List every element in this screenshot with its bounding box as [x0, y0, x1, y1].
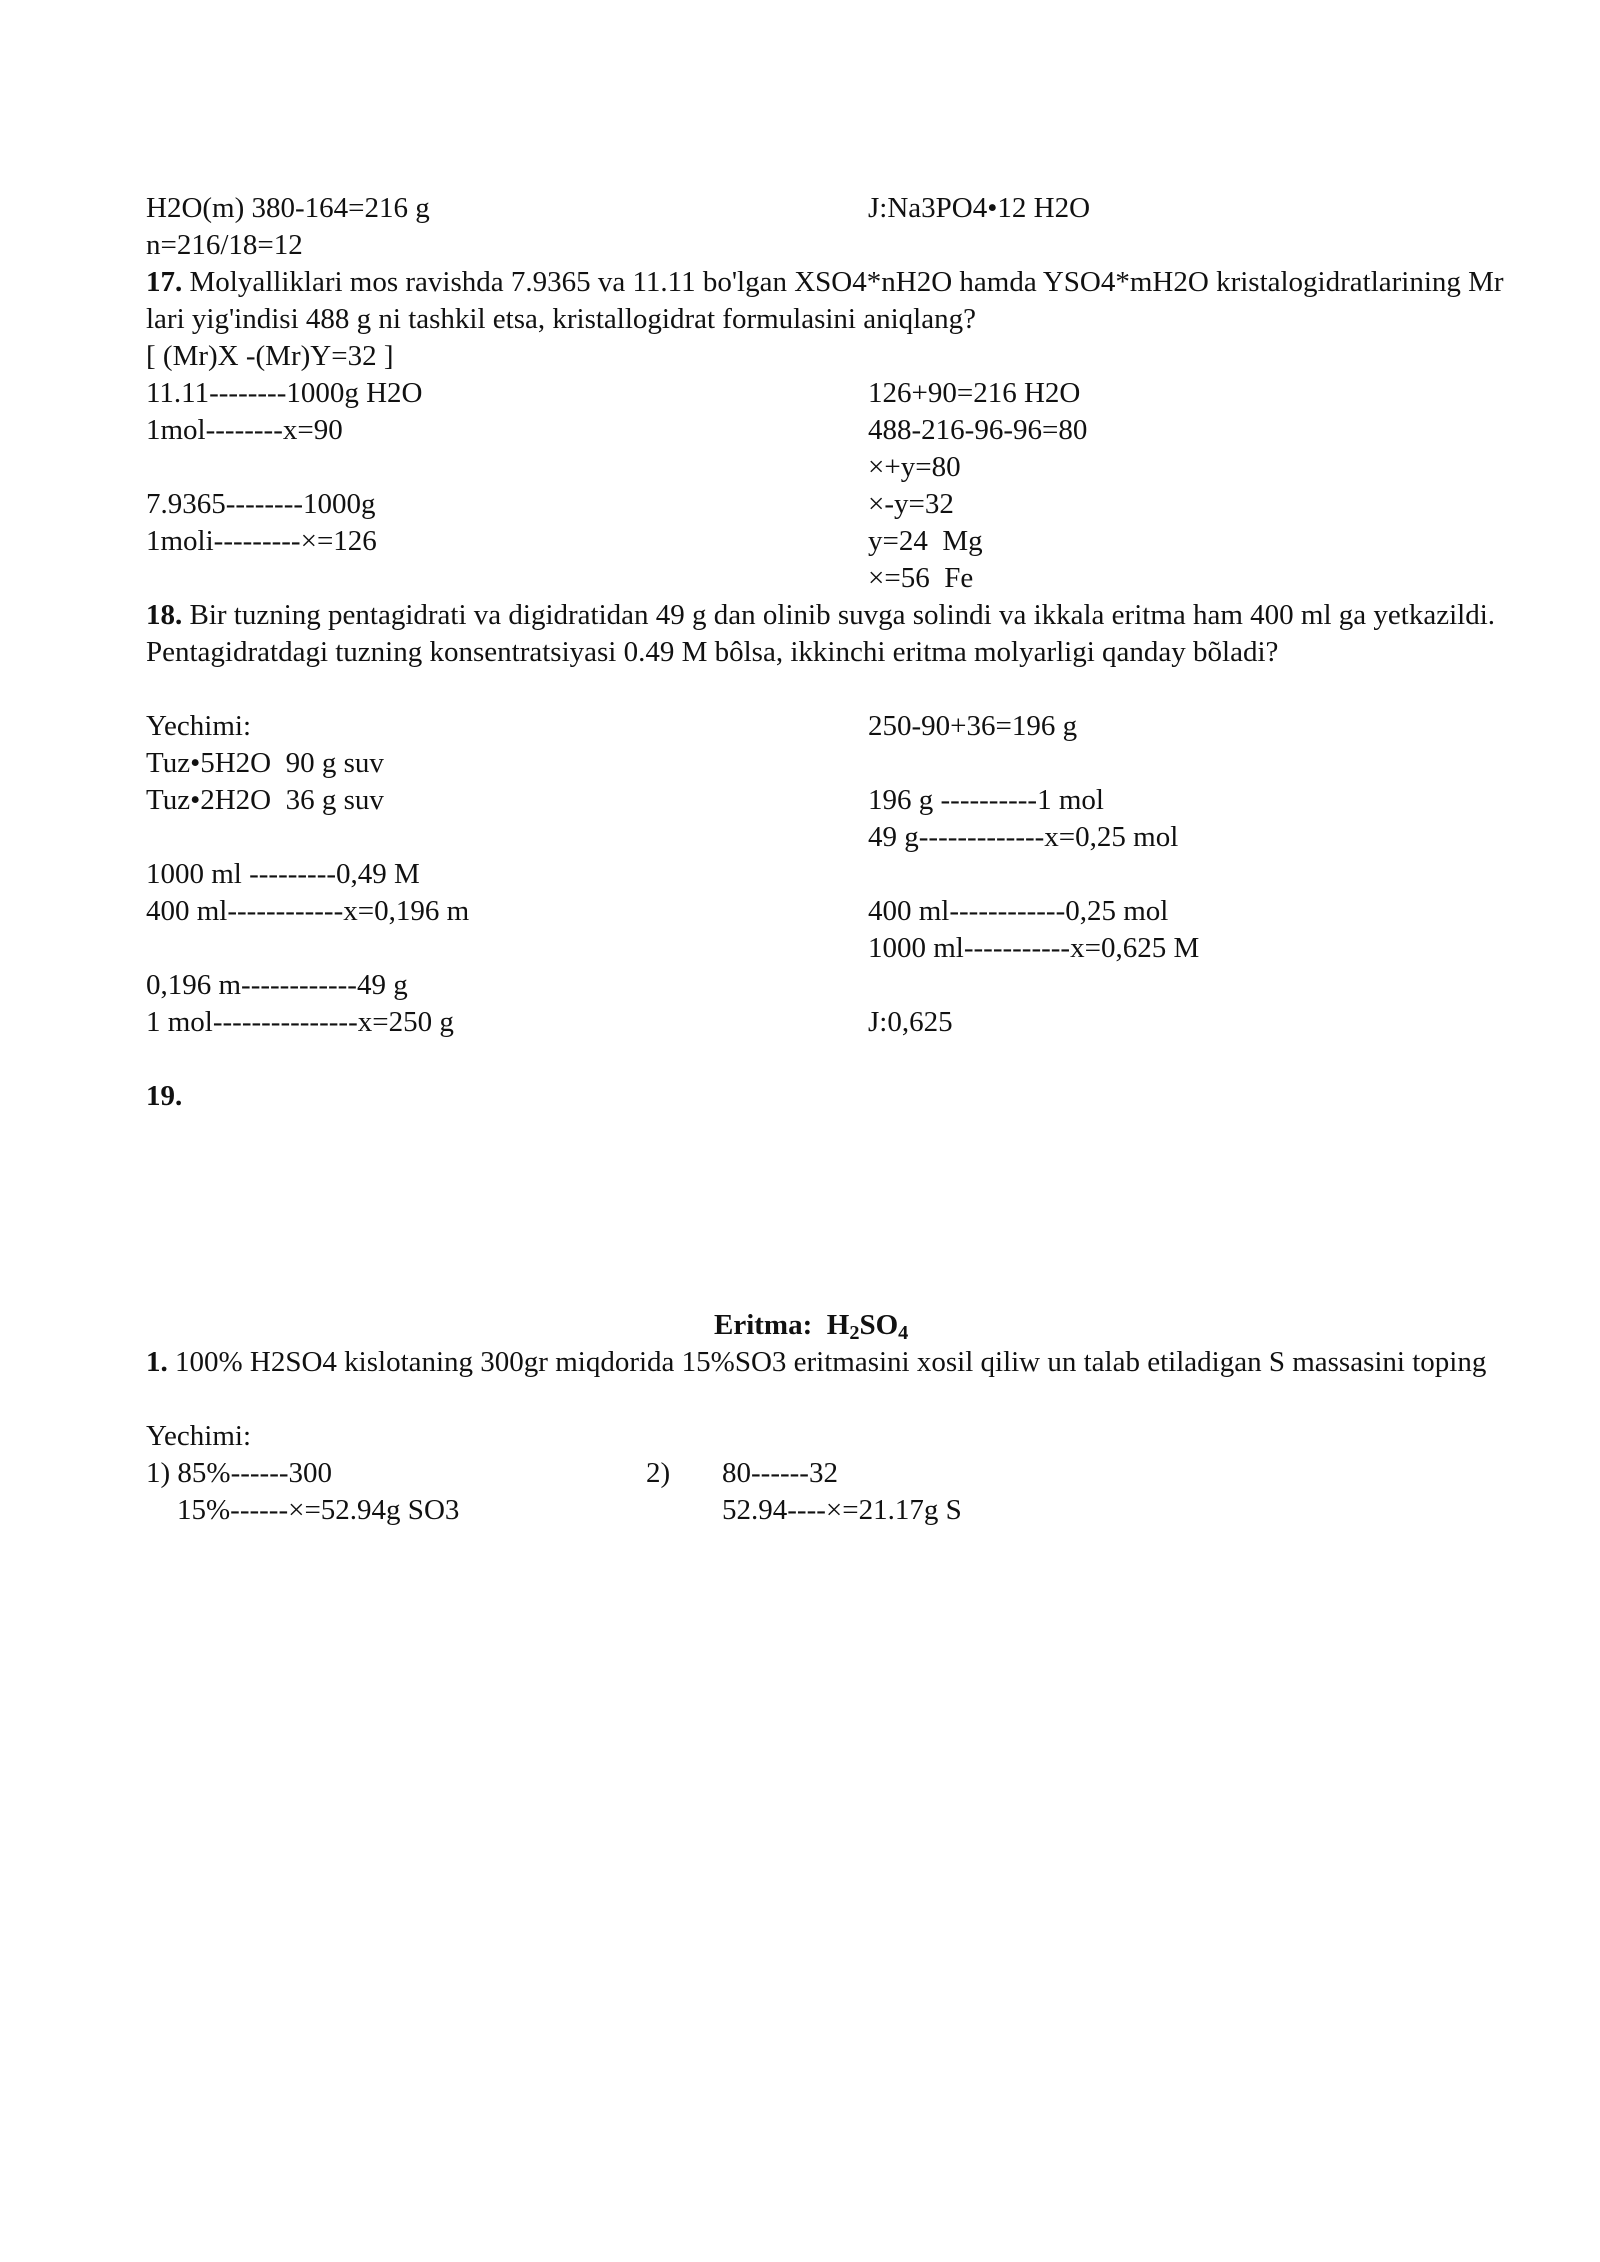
solution-line: 1 mol---------------x=250 g	[146, 1006, 454, 1038]
solution-line: ×-y=32	[868, 488, 954, 520]
solution-line: 488-216-96-96=80	[868, 414, 1088, 446]
solution-line: 400 ml------------x=0,196 m	[146, 895, 470, 927]
section-title-prefix: Eritma: H	[714, 1309, 850, 1341]
solution-label: Yechimi:	[146, 710, 252, 742]
section-title	[714, 1307, 908, 1344]
section-problem-1	[146, 1344, 1536, 1381]
solution-line: 15%------×=52.94g SO3	[177, 1494, 460, 1526]
solution-line: 52.94----×=21.17g S	[722, 1494, 962, 1526]
answer-line: J:Na3PO4•12 H2O	[868, 192, 1091, 224]
solution-line: 0,196 m------------49 g	[146, 969, 408, 1001]
hint-line: [ (Mr)X -(Mr)Y=32 ]	[146, 340, 394, 372]
solution-line: 250-90+36=196 g	[868, 710, 1078, 742]
solution-line: y=24 Mg	[868, 525, 983, 557]
solution-line: 400 ml------------0,25 mol	[868, 895, 1169, 927]
solution-line: ×+y=80	[868, 451, 961, 483]
solution-line: 11.11--------1000g H2O	[146, 377, 423, 409]
step-label: 2)	[646, 1457, 671, 1489]
problem-text: Bir tuzning pentagidrati va digidratidan 49 g dan olinib suvga solindi va ikkala eritma ham 400 ml ga yetkazildi. Pentagidratdagi tuzning konsentratsiyasi 0.49 M bôlsa, ikkinchi eritma molyarligi qanday bõladi?	[146, 599, 1496, 668]
problem-number: 17.	[146, 266, 183, 298]
solution-line: 1000 ml-----------x=0,625 M	[868, 932, 1200, 964]
problem-17	[146, 264, 1536, 338]
section-title-mid: SO	[859, 1309, 899, 1341]
problem-text: 100% H2SO4 kislotaning 300gr miqdorida 15%SO3 eritmasini xosil qiliw un talab etiladigan S massasini toping	[175, 1346, 1487, 1378]
problem-number: 1.	[146, 1346, 168, 1378]
subscript-4: 4	[898, 1322, 909, 1345]
solution-line: Tuz•2H2O 36 g suv	[146, 784, 384, 816]
solution-line: ×=56 Fe	[868, 562, 974, 594]
problem-text: Molyalliklari mos ravishda 7.9365 va 11.11 bo'lgan XSO4*nH2O hamda YSO4*mH2O kristalogidratlarining Mr lari yig'indisi 488 g ni tashkil etsa, kristallogidrat formulasini aniqlang?	[146, 266, 1504, 335]
subscript-2: 2	[849, 1322, 860, 1345]
solution-line: Tuz•5H2O 90 g suv	[146, 747, 384, 779]
solution-line: 1) 85%------300	[146, 1457, 333, 1489]
solution-line: 1moli---------×=126	[146, 525, 377, 557]
solution-line: 1000 ml ---------0,49 M	[146, 858, 420, 890]
text-line: H2O(m) 380-164=216 g	[146, 192, 430, 224]
problem-19-number: 19.	[146, 1080, 183, 1112]
answer-line: J:0,625	[868, 1006, 953, 1038]
solution-line: 196 g ----------1 mol	[868, 784, 1104, 816]
solution-line: 1mol--------x=90	[146, 414, 343, 446]
solution-line: 49 g-------------x=0,25 mol	[868, 821, 1179, 853]
solution-line: 80------32	[722, 1457, 838, 1489]
problem-number: 18.	[146, 599, 183, 631]
solution-line: 7.9365--------1000g	[146, 488, 376, 520]
solution-label: Yechimi:	[146, 1420, 252, 1452]
problem-18	[146, 597, 1536, 671]
solution-line: 126+90=216 H2O	[868, 377, 1081, 409]
text-line: n=216/18=12	[146, 229, 303, 261]
